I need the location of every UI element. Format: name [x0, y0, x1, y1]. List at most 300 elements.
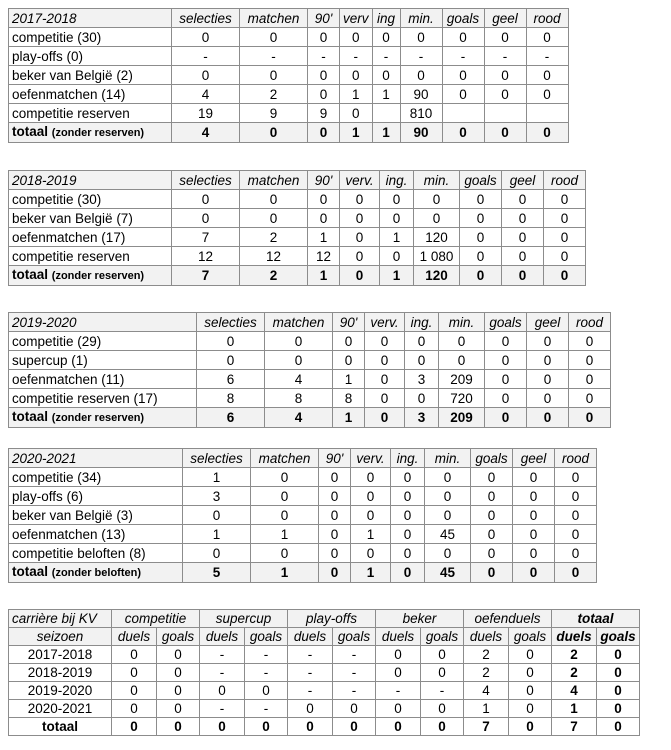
table-header-row — [9, 9, 569, 28]
cell: 1 — [183, 468, 251, 487]
cell: 7 — [552, 718, 597, 736]
col-header: min. — [425, 449, 471, 468]
cell: 0 — [308, 66, 340, 85]
cell: 209 — [439, 408, 485, 428]
cell: 0 — [555, 506, 597, 525]
cell: 0 — [240, 66, 308, 85]
table-row — [9, 468, 597, 487]
col-header: selecties — [183, 449, 251, 468]
cell: 19 — [172, 104, 240, 123]
cell: 0 — [112, 646, 157, 664]
cell: 1 — [552, 700, 597, 718]
sub-header: goals — [245, 628, 288, 646]
cell: 0 — [391, 468, 425, 487]
season-label: 2018-2019 — [9, 171, 172, 190]
cell: 0 — [112, 700, 157, 718]
row-label: supercup (1) — [9, 351, 197, 370]
cell: 0 — [380, 247, 414, 266]
cell: 0 — [391, 506, 425, 525]
cell: 120 — [414, 228, 460, 247]
cell: 0 — [251, 487, 319, 506]
total-note: (zonder reserven) — [51, 412, 145, 424]
row-label: oefenmatchen (11) — [9, 370, 197, 389]
cell: - — [526, 47, 568, 66]
cell: 1 080 — [414, 247, 460, 266]
table-row — [9, 28, 569, 47]
cell: 0 — [527, 408, 569, 428]
cell: 2 — [464, 646, 509, 664]
stats-table-2017-2018 — [8, 8, 569, 143]
col-header: matchen — [251, 449, 319, 468]
cell: 0 — [251, 506, 319, 525]
cell: 0 — [391, 525, 425, 544]
cell: 0 — [484, 28, 526, 47]
sub-header: duels — [464, 628, 509, 646]
cell: 0 — [421, 718, 464, 736]
cell: 0 — [597, 700, 640, 718]
cell: 1 — [333, 370, 365, 389]
total-label — [9, 563, 183, 583]
cell: 0 — [391, 487, 425, 506]
cell: 4 — [172, 123, 240, 143]
cell: 0 — [112, 664, 157, 682]
row-label: 2017-2018 — [9, 646, 112, 664]
cell: 1 — [372, 85, 400, 104]
cell: 0 — [376, 700, 421, 718]
cell: 0 — [425, 544, 471, 563]
cell: 0 — [351, 487, 391, 506]
group-header-supercup: supercup — [200, 610, 288, 628]
season-label: 2017-2018 — [9, 9, 172, 28]
cell: 0 — [526, 28, 568, 47]
table-row — [9, 525, 597, 544]
cell: 0 — [460, 190, 502, 209]
table-row — [9, 544, 597, 563]
table-row — [9, 682, 640, 700]
cell: 1 — [308, 228, 340, 247]
cell: 0 — [527, 351, 569, 370]
cell: 0 — [157, 682, 200, 700]
cell — [442, 104, 484, 123]
cell: - — [372, 47, 400, 66]
cell: 0 — [365, 332, 405, 351]
cell: 0 — [485, 389, 527, 408]
row-label: beker van België (7) — [9, 209, 172, 228]
sub-header: duels — [200, 628, 245, 646]
cell: 4 — [552, 682, 597, 700]
cell: 0 — [471, 487, 513, 506]
row-label: competitie reserven — [9, 247, 172, 266]
cell: 2 — [240, 228, 308, 247]
cell: 0 — [597, 646, 640, 664]
cell: - — [442, 47, 484, 66]
table-row — [9, 190, 586, 209]
col-header: rood — [526, 9, 568, 28]
cell: 4 — [265, 370, 333, 389]
cell: 0 — [172, 28, 240, 47]
cell: 0 — [509, 664, 552, 682]
stats-table-2020-2021 — [8, 448, 597, 583]
total-label: totaal — [9, 718, 112, 736]
cell: 0 — [172, 190, 240, 209]
table-row — [9, 351, 611, 370]
total-text: totaal — [12, 409, 49, 424]
total-text: totaal — [12, 267, 49, 282]
cell: 7 — [172, 266, 240, 286]
col-header: verv. — [340, 171, 380, 190]
cell: 0 — [333, 718, 376, 736]
sub-header: goals — [333, 628, 376, 646]
cell: 1 — [251, 563, 319, 583]
cell: 0 — [509, 682, 552, 700]
col-header: selecties — [172, 9, 240, 28]
col-header: goals — [442, 9, 484, 28]
cell: 0 — [471, 506, 513, 525]
cell: 0 — [484, 85, 526, 104]
row-label: competitie (30) — [9, 190, 172, 209]
total-row — [9, 563, 597, 583]
sub-header: duels — [552, 628, 597, 646]
cell: 0 — [340, 266, 380, 286]
cell: 90 — [400, 85, 442, 104]
cell: 0 — [380, 209, 414, 228]
total-label — [9, 266, 172, 286]
cell: 0 — [157, 664, 200, 682]
cell: 0 — [597, 664, 640, 682]
cell: 0 — [425, 487, 471, 506]
cell: 0 — [333, 332, 365, 351]
sub-header: goals — [597, 628, 640, 646]
cell: 8 — [333, 389, 365, 408]
sub-header: goals — [157, 628, 200, 646]
col-header: verv. — [365, 313, 405, 332]
cell: 12 — [308, 247, 340, 266]
cell: - — [484, 47, 526, 66]
cell: 0 — [308, 85, 340, 104]
cell: 0 — [471, 544, 513, 563]
table-row — [9, 104, 569, 123]
cell: 0 — [319, 563, 351, 583]
col-header: 90' — [308, 171, 340, 190]
cell: 0 — [400, 66, 442, 85]
table-row — [9, 487, 597, 506]
row-label: competitie (30) — [9, 28, 172, 47]
cell: 0 — [485, 370, 527, 389]
cell: - — [308, 47, 340, 66]
cell: 0 — [421, 646, 464, 664]
cell: 0 — [365, 351, 405, 370]
row-label: oefenmatchen (13) — [9, 525, 183, 544]
col-header: ing. — [380, 171, 414, 190]
cell: 0 — [425, 506, 471, 525]
col-header: min. — [414, 171, 460, 190]
cell: 0 — [502, 190, 544, 209]
cell: 720 — [439, 389, 485, 408]
cell: 0 — [405, 351, 439, 370]
cell: 0 — [376, 646, 421, 664]
cell: 9 — [308, 104, 340, 123]
cell: 9 — [240, 104, 308, 123]
group-header-oefenduels: oefenduels — [464, 610, 552, 628]
cell: 0 — [460, 247, 502, 266]
col-header: goals — [460, 171, 502, 190]
cell: 1 — [380, 266, 414, 286]
table-header-row — [9, 313, 611, 332]
cell: 0 — [471, 563, 513, 583]
cell: - — [245, 700, 288, 718]
cell: 0 — [485, 332, 527, 351]
cell: 2 — [552, 646, 597, 664]
cell: 1 — [340, 85, 373, 104]
total-note: (zonder reserven) — [51, 127, 145, 139]
cell: 0 — [365, 389, 405, 408]
total-label — [9, 408, 197, 428]
cell: 8 — [197, 389, 265, 408]
cell: 0 — [597, 682, 640, 700]
row-label: competitie reserven — [9, 104, 172, 123]
cell: 0 — [405, 389, 439, 408]
cell: 0 — [527, 332, 569, 351]
cell: 1 — [372, 123, 400, 143]
cell: 0 — [288, 700, 333, 718]
cell: - — [200, 646, 245, 664]
cell: 0 — [319, 487, 351, 506]
total-row — [9, 123, 569, 143]
cell: - — [288, 646, 333, 664]
cell: 0 — [240, 190, 308, 209]
row-label: beker van België (3) — [9, 506, 183, 525]
cell: - — [200, 664, 245, 682]
cell: 0 — [319, 544, 351, 563]
sub-header: duels — [112, 628, 157, 646]
cell: 1 — [351, 525, 391, 544]
cell: 0 — [526, 123, 568, 143]
cell: 0 — [485, 351, 527, 370]
cell: 1 — [183, 525, 251, 544]
cell: 0 — [471, 525, 513, 544]
cell: 0 — [391, 544, 425, 563]
cell: 0 — [544, 228, 586, 247]
cell: 0 — [340, 209, 380, 228]
cell: 0 — [555, 487, 597, 506]
cell: 0 — [340, 28, 373, 47]
cell: 0 — [526, 66, 568, 85]
total-note: (zonder reserven) — [51, 270, 145, 282]
cell: 0 — [351, 506, 391, 525]
cell: 0 — [200, 718, 245, 736]
cell: 0 — [183, 506, 251, 525]
cell: 0 — [251, 468, 319, 487]
cell: 0 — [439, 332, 485, 351]
cell: 0 — [112, 718, 157, 736]
cell: 0 — [157, 718, 200, 736]
cell: 0 — [555, 525, 597, 544]
cell: 0 — [172, 66, 240, 85]
col-header: ing. — [391, 449, 425, 468]
row-label: oefenmatchen (14) — [9, 85, 172, 104]
cell: 0 — [527, 389, 569, 408]
cell: 0 — [414, 190, 460, 209]
row-label: beker van België (2) — [9, 66, 172, 85]
cell: 0 — [484, 66, 526, 85]
cell: 1 — [380, 228, 414, 247]
season-header: seizoen — [9, 628, 112, 646]
total-text: totaal — [12, 124, 49, 139]
table-row — [9, 646, 640, 664]
cell: - — [400, 47, 442, 66]
table-row — [9, 332, 611, 351]
group-header-play-offs: play-offs — [288, 610, 376, 628]
cell: 0 — [240, 123, 308, 143]
table-row — [9, 389, 611, 408]
col-header: matchen — [240, 171, 308, 190]
col-header: min. — [400, 9, 442, 28]
cell: 0 — [340, 190, 380, 209]
cell: 0 — [414, 209, 460, 228]
cell: - — [245, 646, 288, 664]
cell: - — [333, 682, 376, 700]
cell: 0 — [391, 563, 425, 583]
season-label: 2019-2020 — [9, 313, 197, 332]
col-header: geel — [502, 171, 544, 190]
col-header: rood — [544, 171, 586, 190]
cell: - — [333, 664, 376, 682]
col-header: 90' — [308, 9, 340, 28]
cell: - — [172, 47, 240, 66]
cell: 0 — [513, 544, 555, 563]
cell: 0 — [245, 718, 288, 736]
col-header: ing. — [405, 313, 439, 332]
sub-header: goals — [421, 628, 464, 646]
career-header-row — [9, 610, 640, 628]
cell: 1 — [351, 563, 391, 583]
row-label: competitie reserven (17) — [9, 389, 197, 408]
cell: 1 — [333, 408, 365, 428]
cell: 0 — [372, 66, 400, 85]
row-label: 2020-2021 — [9, 700, 112, 718]
cell: 0 — [340, 228, 380, 247]
cell: 0 — [569, 351, 611, 370]
cell — [484, 104, 526, 123]
total-row — [9, 408, 611, 428]
cell: 0 — [527, 370, 569, 389]
sub-header: goals — [509, 628, 552, 646]
cell: 0 — [544, 266, 586, 286]
cell: 0 — [265, 351, 333, 370]
season-label: 2020-2021 — [9, 449, 183, 468]
table-row — [9, 700, 640, 718]
sub-header: duels — [376, 628, 421, 646]
table-row — [9, 247, 586, 266]
cell: 120 — [414, 266, 460, 286]
cell: 2 — [464, 664, 509, 682]
cell: 0 — [157, 700, 200, 718]
cell: 0 — [351, 544, 391, 563]
cell: 2 — [240, 266, 308, 286]
cell: - — [245, 664, 288, 682]
table-row — [9, 228, 586, 247]
cell: 0 — [340, 66, 373, 85]
row-label: competitie (29) — [9, 332, 197, 351]
cell: 209 — [439, 370, 485, 389]
col-header: 90' — [333, 313, 365, 332]
cell: 0 — [485, 408, 527, 428]
cell: 0 — [471, 468, 513, 487]
table-row — [9, 47, 569, 66]
col-header: matchen — [240, 9, 308, 28]
cell: 6 — [197, 370, 265, 389]
col-header: matchen — [265, 313, 333, 332]
cell: 0 — [421, 664, 464, 682]
cell: 0 — [183, 544, 251, 563]
cell: 0 — [442, 85, 484, 104]
cell: 0 — [502, 247, 544, 266]
table-row — [9, 370, 611, 389]
col-header: verv. — [351, 449, 391, 468]
cell: 1 — [464, 700, 509, 718]
cell: - — [200, 700, 245, 718]
cell: 0 — [240, 209, 308, 228]
cell: - — [240, 47, 308, 66]
cell: 0 — [555, 544, 597, 563]
cell: 0 — [544, 209, 586, 228]
cell: 3 — [405, 370, 439, 389]
row-label: competitie beloften (8) — [9, 544, 183, 563]
cell: 0 — [308, 190, 340, 209]
table-row — [9, 85, 569, 104]
total-label — [9, 123, 172, 143]
stats-table-2018-2019 — [8, 170, 586, 286]
cell: 0 — [569, 408, 611, 428]
cell: - — [288, 682, 333, 700]
cell: 0 — [425, 468, 471, 487]
cell: 0 — [308, 209, 340, 228]
cell: - — [421, 682, 464, 700]
cell: 1 — [251, 525, 319, 544]
sub-header: duels — [288, 628, 333, 646]
row-label: play-offs (6) — [9, 487, 183, 506]
cell: 0 — [197, 351, 265, 370]
cell: 0 — [405, 332, 439, 351]
cell: 7 — [172, 228, 240, 247]
cell: 0 — [288, 718, 333, 736]
table-row — [9, 506, 597, 525]
cell: 6 — [197, 408, 265, 428]
group-header-competitie: competitie — [112, 610, 200, 628]
cell: - — [333, 646, 376, 664]
total-note: (zonder beloften) — [51, 567, 141, 579]
cell: 0 — [544, 190, 586, 209]
cell: 0 — [372, 28, 400, 47]
cell: 0 — [340, 247, 380, 266]
stats-table-2019-2020 — [8, 312, 611, 428]
col-header: geel — [484, 9, 526, 28]
row-label: play-offs (0) — [9, 47, 172, 66]
cell: 0 — [526, 85, 568, 104]
cell: 0 — [555, 563, 597, 583]
col-header: selecties — [172, 171, 240, 190]
group-header-totaal: totaal — [552, 610, 640, 628]
cell: 45 — [425, 525, 471, 544]
cell: 0 — [319, 468, 351, 487]
table-row — [9, 209, 586, 228]
cell: - — [288, 664, 333, 682]
col-header: 90' — [319, 449, 351, 468]
cell — [526, 104, 568, 123]
cell: 0 — [376, 718, 421, 736]
col-header: ing — [372, 9, 400, 28]
cell: 0 — [265, 332, 333, 351]
